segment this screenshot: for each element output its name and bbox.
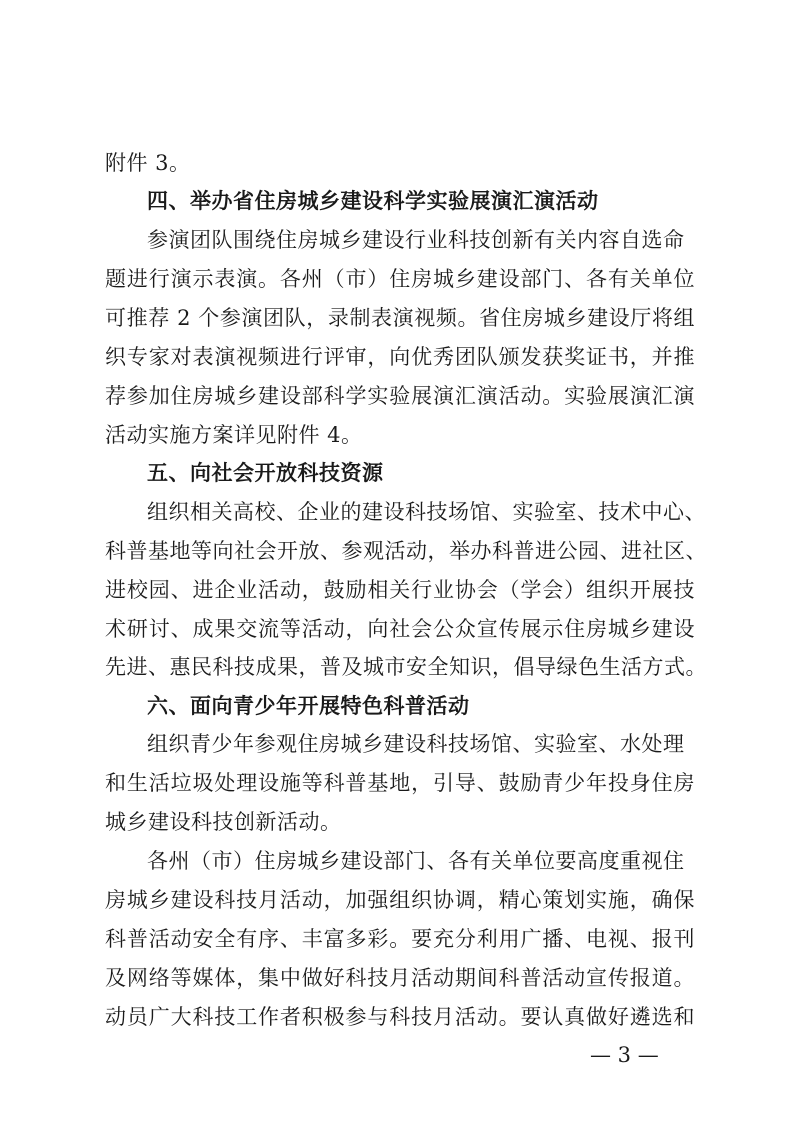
- section-heading-5: 五、向社会开放科技资源: [147, 461, 384, 485]
- text-line: 术研讨、成果交流等活动，向社会公众宣传展示住房城乡建设: [105, 617, 695, 641]
- text-line: 城乡建设科技创新活动。: [105, 810, 342, 834]
- text-line: 附件 3。: [105, 151, 191, 175]
- text-line: 科普基地等向社会开放、参观活动，举办科普进公园、进社区、: [105, 539, 707, 563]
- text-line: 组织青少年参观住房城乡建设科技场馆、实验室、水处理: [147, 732, 685, 756]
- section-heading-6: 六、面向青少年开展特色科普活动: [147, 694, 470, 718]
- text-line: 科普活动安全有序、丰富多彩。要充分利用广播、电视、报刊: [105, 927, 695, 951]
- text-line: 进校园、进企业活动，鼓励相关行业协会（学会）组织开展技: [105, 578, 695, 602]
- page-number: — 3 —: [590, 1043, 659, 1067]
- text-line: 织专家对表演视频进行评审，向优秀团队颁发获奖证书，并推: [105, 345, 695, 369]
- text-line: 和生活垃圾处理设施等科普基地，引导、鼓励青少年投身住房: [105, 771, 695, 795]
- text-line: 题进行演示表演。各州（市）住房城乡建设部门、各有关单位: [105, 267, 695, 291]
- text-line: 活动实施方案详见附件 4。: [105, 423, 363, 447]
- text-line: 组织相关高校、企业的建设科技场馆、实验室、技术中心、: [147, 500, 706, 524]
- section-heading-4: 四、举办省住房城乡建设科学实验展演汇演活动: [147, 189, 599, 213]
- text-line: 房城乡建设科技月活动，加强组织协调，精心策划实施，确保: [105, 888, 695, 912]
- text-line: 参演团队围绕住房城乡建设行业科技创新有关内容自选命: [147, 228, 685, 252]
- text-line: 可推荐 2 个参演团队，录制表演视频。省住房城乡建设厅将组: [105, 306, 695, 330]
- text-line: 及网络等媒体，集中做好科技月活动期间科普活动宣传报道。: [105, 966, 695, 990]
- text-line: 各州（市）住房城乡建设部门、各有关单位要高度重视住: [147, 849, 685, 873]
- text-line: 先进、惠民科技成果，普及城市安全知识，倡导绿色生活方式。: [105, 655, 707, 679]
- text-line: 荐参加住房城乡建设部科学实验展演汇演活动。实验展演汇演: [105, 384, 695, 408]
- text-line: 动员广大科技工作者积极参与科技月活动。要认真做好遴选和: [105, 1005, 695, 1029]
